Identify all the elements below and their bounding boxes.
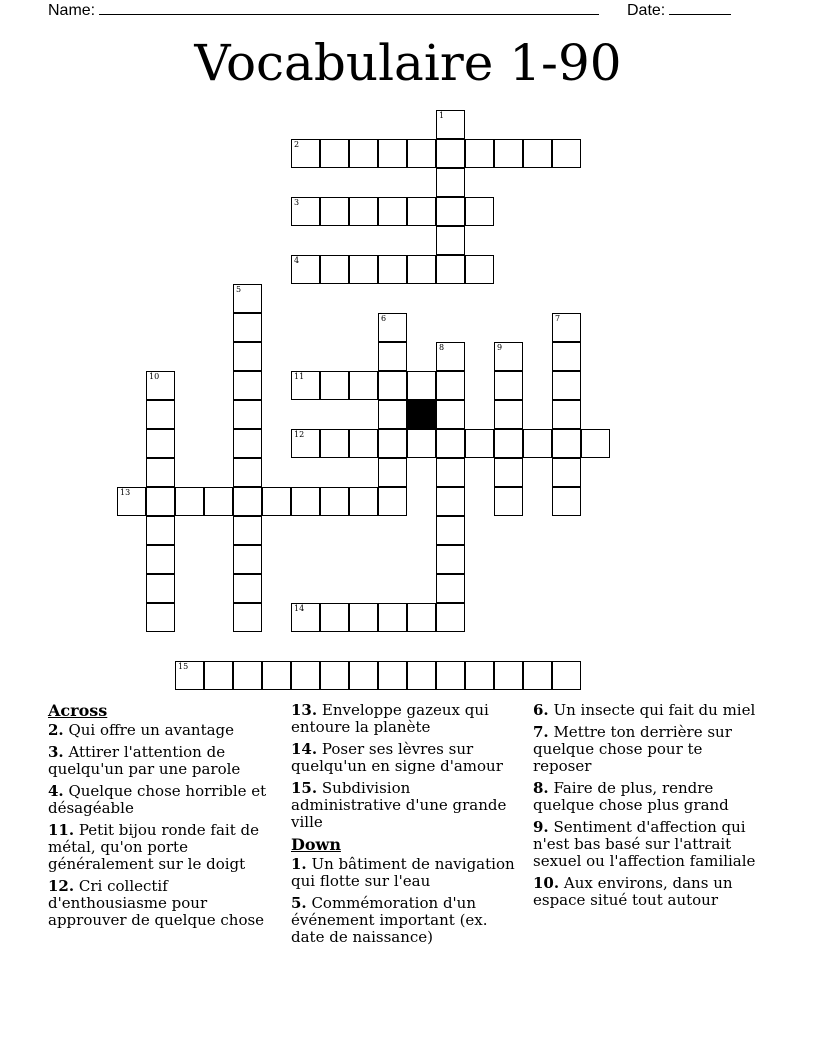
crossword-cell[interactable] xyxy=(378,139,407,168)
crossword-cell[interactable] xyxy=(378,255,407,284)
clue-text: Attirer l'attention de quelqu'un par une parole xyxy=(48,743,241,778)
clue-number: 5. xyxy=(291,894,307,912)
crossword-cell[interactable] xyxy=(378,458,407,487)
clue-number: 2. xyxy=(48,721,64,739)
crossword-cell[interactable] xyxy=(204,661,233,690)
cell-number: 9 xyxy=(497,343,503,352)
clue-down-10 xyxy=(533,875,765,909)
crossword-cell[interactable] xyxy=(291,371,320,400)
clue-text: Qui offre un avantage xyxy=(68,721,235,739)
cell-number: 11 xyxy=(294,372,305,381)
crossword-cell[interactable] xyxy=(494,487,523,516)
crossword-cell[interactable] xyxy=(233,516,262,545)
clue-down-6 xyxy=(533,702,765,719)
cell-number: 3 xyxy=(294,198,300,207)
crossword-block-cell xyxy=(407,400,436,429)
crossword-cell[interactable] xyxy=(291,429,320,458)
clue-number: 7. xyxy=(533,723,549,741)
crossword-cell[interactable] xyxy=(494,342,523,371)
clue-text: Aux environs, dans un espace situé tout autour xyxy=(533,874,733,909)
crossword-cell[interactable] xyxy=(436,226,465,255)
date-label: Date: xyxy=(627,2,666,19)
crossword-cell[interactable] xyxy=(349,661,378,690)
clue-number: 15. xyxy=(291,779,318,797)
clue-text: Un insecte qui fait du miel xyxy=(553,701,756,719)
clue-text: Mettre ton derrière sur quelque chose pour te reposer xyxy=(533,723,732,775)
clue-across-2 xyxy=(48,722,280,739)
clue-number: 3. xyxy=(48,743,64,761)
clue-number: 1. xyxy=(291,855,307,873)
crossword-cell[interactable] xyxy=(233,342,262,371)
crossword-cell[interactable] xyxy=(407,429,436,458)
page-title: Vocabulaire 1-90 xyxy=(194,34,622,92)
crossword-cell[interactable] xyxy=(494,661,523,690)
crossword-cell[interactable] xyxy=(146,371,175,400)
clue-text: Commémoration d'un événement important (ex. date de naissance) xyxy=(291,894,488,946)
clue-text: Enveloppe gazeux qui entoure la planète xyxy=(291,701,489,736)
crossword-cell[interactable] xyxy=(175,487,204,516)
crossword-cell[interactable] xyxy=(349,429,378,458)
crossword-cell[interactable] xyxy=(436,487,465,516)
crossword-cell[interactable] xyxy=(349,255,378,284)
crossword-cell[interactable] xyxy=(378,342,407,371)
clue-number: 9. xyxy=(533,818,549,836)
crossword-cell[interactable] xyxy=(465,429,494,458)
crossword-cell[interactable] xyxy=(291,661,320,690)
clue-text: Faire de plus, rendre quelque chose plus grand xyxy=(533,779,729,814)
crossword-cell[interactable] xyxy=(407,197,436,226)
crossword-cell[interactable] xyxy=(407,603,436,632)
cell-number: 10 xyxy=(149,372,160,381)
crossword-cell[interactable] xyxy=(494,458,523,487)
crossword-cell[interactable] xyxy=(552,429,581,458)
crossword-cell[interactable] xyxy=(233,429,262,458)
crossword-cell[interactable] xyxy=(320,371,349,400)
across-heading: Across xyxy=(48,701,108,720)
crossword-cell[interactable] xyxy=(146,458,175,487)
crossword-cell[interactable] xyxy=(146,574,175,603)
crossword-cell[interactable] xyxy=(494,429,523,458)
crossword-cell[interactable] xyxy=(494,371,523,400)
crossword-cell[interactable] xyxy=(233,661,262,690)
crossword-cell[interactable] xyxy=(291,603,320,632)
crossword-cell[interactable] xyxy=(378,603,407,632)
crossword-cell[interactable] xyxy=(349,487,378,516)
crossword-cell[interactable] xyxy=(378,429,407,458)
clue-across-14 xyxy=(291,741,523,775)
crossword-cell[interactable] xyxy=(320,661,349,690)
crossword-cell[interactable] xyxy=(175,661,204,690)
crossword-cell[interactable] xyxy=(436,168,465,197)
clue-number: 13. xyxy=(291,701,318,719)
crossword-cell[interactable] xyxy=(320,139,349,168)
clue-down-7 xyxy=(533,724,765,775)
cell-number: 14 xyxy=(294,604,305,613)
cell-number: 4 xyxy=(294,256,300,265)
cell-number: 5 xyxy=(236,285,242,294)
clue-column-2 xyxy=(291,702,523,951)
cell-number: 8 xyxy=(439,343,445,352)
clue-number: 6. xyxy=(533,701,549,719)
crossword-cell[interactable] xyxy=(465,255,494,284)
name-label: Name: xyxy=(48,2,96,19)
clue-column-3 xyxy=(533,702,765,914)
clue-down-1 xyxy=(291,856,523,890)
clue-text: Quelque chose horrible et désagéable xyxy=(48,782,267,817)
crossword-cell[interactable] xyxy=(552,661,581,690)
crossword-cell[interactable] xyxy=(552,458,581,487)
clue-number: 4. xyxy=(48,782,64,800)
crossword-cell[interactable] xyxy=(436,400,465,429)
crossword-cell[interactable] xyxy=(378,313,407,342)
clue-column-1 xyxy=(48,702,280,934)
crossword-cell[interactable] xyxy=(552,342,581,371)
clue-across-13 xyxy=(291,702,523,736)
crossword-cell[interactable] xyxy=(204,487,233,516)
crossword-cell[interactable] xyxy=(349,371,378,400)
crossword-cell[interactable] xyxy=(233,545,262,574)
clue-down-8 xyxy=(533,780,765,814)
crossword-cell[interactable] xyxy=(523,661,552,690)
clue-number: 8. xyxy=(533,779,549,797)
crossword-cell[interactable] xyxy=(262,487,291,516)
crossword-cell[interactable] xyxy=(436,342,465,371)
clue-text: Poser ses lèvres sur quelqu'un en signe d'amour xyxy=(291,740,503,775)
crossword-cell[interactable] xyxy=(233,284,262,313)
crossword-cell[interactable] xyxy=(436,516,465,545)
crossword-cell[interactable] xyxy=(233,400,262,429)
crossword-cell[interactable] xyxy=(320,487,349,516)
crossword-cell[interactable] xyxy=(320,429,349,458)
crossword-cell[interactable] xyxy=(407,255,436,284)
clue-text: Subdivision administrative d'une grande ville xyxy=(291,779,507,831)
crossword-cell[interactable] xyxy=(407,661,436,690)
crossword-cell[interactable] xyxy=(436,545,465,574)
crossword-cell[interactable] xyxy=(552,139,581,168)
crossword-cell[interactable] xyxy=(146,429,175,458)
cell-number: 12 xyxy=(294,430,305,439)
crossword-cell[interactable] xyxy=(291,487,320,516)
crossword-cell[interactable] xyxy=(233,603,262,632)
cell-number: 7 xyxy=(555,314,561,323)
crossword-cell[interactable] xyxy=(436,574,465,603)
crossword-cell[interactable] xyxy=(349,139,378,168)
crossword-cell[interactable] xyxy=(349,197,378,226)
crossword-cell[interactable] xyxy=(320,255,349,284)
crossword-cell[interactable] xyxy=(436,429,465,458)
crossword-cell[interactable] xyxy=(146,545,175,574)
crossword-cell[interactable] xyxy=(552,371,581,400)
crossword-cell[interactable] xyxy=(146,603,175,632)
crossword-cell[interactable] xyxy=(233,313,262,342)
clue-down-5 xyxy=(291,895,523,946)
crossword-cell[interactable] xyxy=(436,371,465,400)
crossword-cell[interactable] xyxy=(465,661,494,690)
crossword-cell[interactable] xyxy=(146,400,175,429)
crossword-cell[interactable] xyxy=(291,255,320,284)
crossword-cell[interactable] xyxy=(233,458,262,487)
clue-list xyxy=(48,702,778,962)
cell-number: 2 xyxy=(294,140,300,149)
crossword-cell[interactable] xyxy=(146,516,175,545)
crossword-cell[interactable] xyxy=(465,197,494,226)
cell-number: 6 xyxy=(381,314,387,323)
crossword-cell[interactable] xyxy=(436,110,465,139)
crossword-cell[interactable] xyxy=(291,139,320,168)
crossword-cell[interactable] xyxy=(378,400,407,429)
crossword-cell[interactable] xyxy=(146,487,175,516)
crossword-cell[interactable] xyxy=(552,313,581,342)
crossword-cell[interactable] xyxy=(349,603,378,632)
crossword-cell[interactable] xyxy=(262,661,291,690)
crossword-cell[interactable] xyxy=(233,371,262,400)
crossword-cell[interactable] xyxy=(378,197,407,226)
cell-number: 1 xyxy=(439,111,445,120)
clue-text: Petit bijou ronde fait de métal, qu'on porte généralement sur le doigt xyxy=(48,821,259,873)
crossword-cell[interactable] xyxy=(465,139,494,168)
crossword-cell[interactable] xyxy=(552,487,581,516)
crossword-cell[interactable] xyxy=(320,197,349,226)
cell-number: 13 xyxy=(120,488,131,497)
crossword-cell[interactable] xyxy=(117,487,146,516)
crossword-cell[interactable] xyxy=(436,603,465,632)
crossword-cell[interactable] xyxy=(494,139,523,168)
clue-text: Un bâtiment de navigation qui flotte sur l'eau xyxy=(291,855,515,890)
clue-across-11 xyxy=(48,822,280,873)
clue-number: 14. xyxy=(291,740,318,758)
crossword-cell[interactable] xyxy=(378,371,407,400)
clue-across-4 xyxy=(48,783,280,817)
crossword-cell[interactable] xyxy=(291,197,320,226)
clue-down-9 xyxy=(533,819,765,870)
cell-number: 15 xyxy=(178,662,189,671)
clue-across-15 xyxy=(291,780,523,831)
clue-across-12 xyxy=(48,878,280,929)
crossword-cell[interactable] xyxy=(233,574,262,603)
crossword-cell[interactable] xyxy=(523,139,552,168)
crossword-cell[interactable] xyxy=(436,139,465,168)
clue-across-3 xyxy=(48,744,280,778)
clue-text: Cri collectif d'enthousiasme pour approuver de quelque chose xyxy=(48,877,265,929)
crossword-cell[interactable] xyxy=(523,429,552,458)
clue-number: 12. xyxy=(48,877,75,895)
crossword-cell[interactable] xyxy=(407,139,436,168)
crossword-cell[interactable] xyxy=(494,400,523,429)
crossword-cell[interactable] xyxy=(436,255,465,284)
crossword-cell[interactable] xyxy=(233,487,262,516)
crossword-cell[interactable] xyxy=(320,603,349,632)
crossword-cell[interactable] xyxy=(552,400,581,429)
crossword-cell[interactable] xyxy=(581,429,610,458)
clue-number: 10. xyxy=(533,874,560,892)
clue-text: Sentiment d'affection qui n'est bas basé sur l'attrait sexuel ou l'affection familiale xyxy=(533,818,756,870)
crossword-cell[interactable] xyxy=(378,487,407,516)
crossword-cell[interactable] xyxy=(378,661,407,690)
crossword-cell[interactable] xyxy=(436,458,465,487)
crossword-cell[interactable] xyxy=(436,661,465,690)
down-heading: Down xyxy=(291,835,341,854)
crossword-cell[interactable] xyxy=(436,197,465,226)
clue-number: 11. xyxy=(48,821,75,839)
crossword-cell[interactable] xyxy=(407,371,436,400)
